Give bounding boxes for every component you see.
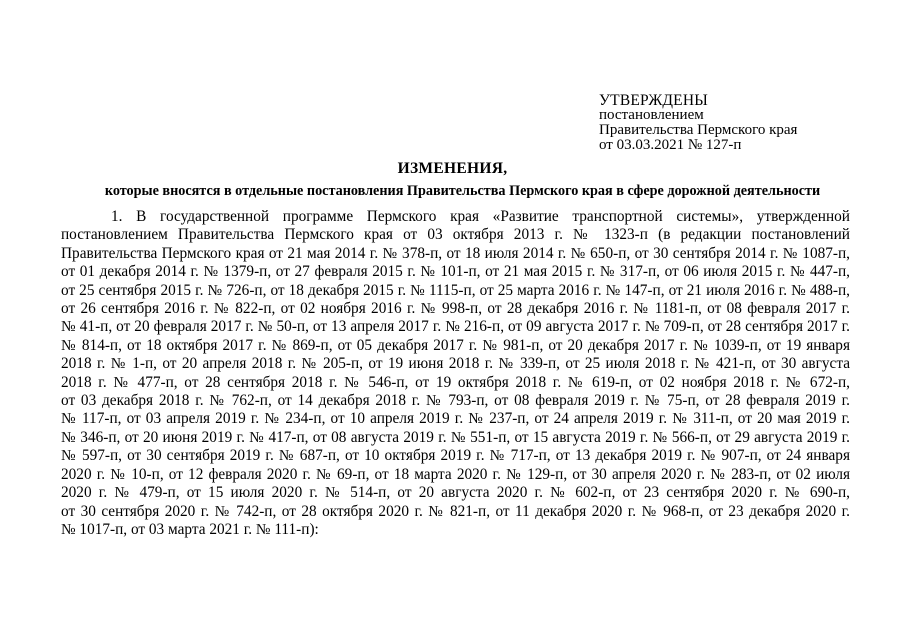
body-line: 2018 г. № 1-п, от 20 апреля 2018 г. № 205-п, от 19 июня 2018 г. № 339-п, от 25 июля 2018 г. № 421-п, от 30 августа — [61, 355, 850, 373]
approval-line-date-number: от 03.03.2021 № 127-п — [599, 137, 742, 153]
body-line: № 1017-п, от 03 марта 2021 г. № 111-п): — [61, 520, 319, 538]
body-line: от 01 декабря 2014 г. № 1379-п, от 27 февраля 2015 г. № 101-п, от 21 мая 2015 г. № 317-п, от 06 июля 2015 г. № 447-п, — [61, 263, 850, 281]
approval-line-resolution: постановлением — [599, 107, 704, 123]
body-line: 1. В государственной программе Пермского края «Развитие транспортной системы», утвержденной — [111, 208, 850, 225]
approval-heading: УТВЕРЖДЕНЫ — [599, 92, 708, 109]
body-paragraph — [61, 208, 850, 539]
document-subtitle: которые вносятся в отдельные постановления Правительства Пермского края в сфере дорожной деятельности — [104, 183, 821, 199]
approval-line-government: Правительства Пермского края — [599, 122, 798, 138]
body-line: № 597-п, от 30 сентября 2019 г. № 687-п, от 10 октября 2019 г. № 717-п, от 13 декабря 2019 г. № 907-п, от 24 января — [61, 447, 850, 465]
body-line: от 30 сентября 2020 г. № 742-п, от 28 октября 2020 г. № 821-п, от 11 декабря 2020 г. № 968-п, от 23 декабря 2020 г. — [61, 502, 850, 520]
body-line: № 41-п, от 20 февраля 2017 г. № 50-п, от 13 апреля 2017 г. № 216-п, от 09 августа 2017 г. № 709-п, от 28 сентября 2017 г. — [61, 318, 850, 336]
body-line: от 25 сентября 2015 г. № 726-п, от 18 декабря 2015 г. № 1115-п, от 25 марта 2016 г. № 147-п, от 21 июля 2016 г. № 488-п, — [61, 281, 850, 299]
body-line: Правительства Пермского края от 21 мая 2014 г. № 378-п, от 18 июля 2014 г. № 650-п, от 30 сентября 2014 г. № 1087-п, — [61, 244, 850, 262]
approval-stamp-block — [599, 93, 797, 153]
body-line: 2020 г. № 10-п, от 12 февраля 2020 г. № 69-п, от 18 марта 2020 г. № 129-п, от 30 апреля 2020 г. № 283-п, от 02 июля — [61, 465, 850, 483]
body-line: № 117-п, от 03 апреля 2019 г. № 234-п, от 10 апреля 2019 г. № 237-п, от 24 апреля 2019 г. № 311-п, от 20 мая 2019 г. — [61, 410, 850, 428]
document-title: ИЗМЕНЕНИЯ, — [397, 160, 508, 177]
body-line: от 03 декабря 2018 г. № 762-п, от 14 декабря 2018 г. № 793-п, от 08 февраля 2019 г. № 75-п, от 28 февраля 2019 г. — [61, 392, 850, 410]
body-line: 2018 г. № 477-п, от 28 сентября 2018 г. № 546-п, от 19 октября 2018 г. № 619-п, от 02 ноября 2018 г. № 672-п, — [61, 373, 850, 391]
body-line: 2020 г. № 479-п, от 15 июля 2020 г. № 514-п, от 20 августа 2020 г. № 602-п, от 23 сентября 2020 г. № 690-п, — [61, 484, 850, 502]
body-line: от 26 сентября 2016 г. № 822-п, от 02 ноября 2016 г. № 998-п, от 28 декабря 2016 г. № 1181-п, от 08 февраля 2017 г. — [61, 300, 850, 318]
body-line: № 346-п, от 20 июня 2019 г. № 417-п, от 08 августа 2019 г. № 551-п, от 15 августа 2019 г. № 566-п, от 29 августа 2019 г. — [61, 428, 850, 446]
body-line: № 814-п, от 18 октября 2017 г. № 869-п, от 05 декабря 2017 г. № 981-п, от 20 декабря 2017 г. № 1039-п, от 19 января — [61, 336, 850, 354]
body-line: постановлением Правительства Пермского края от 03 октября 2013 г. № 1323-п (в редакции постановлений — [61, 226, 850, 244]
